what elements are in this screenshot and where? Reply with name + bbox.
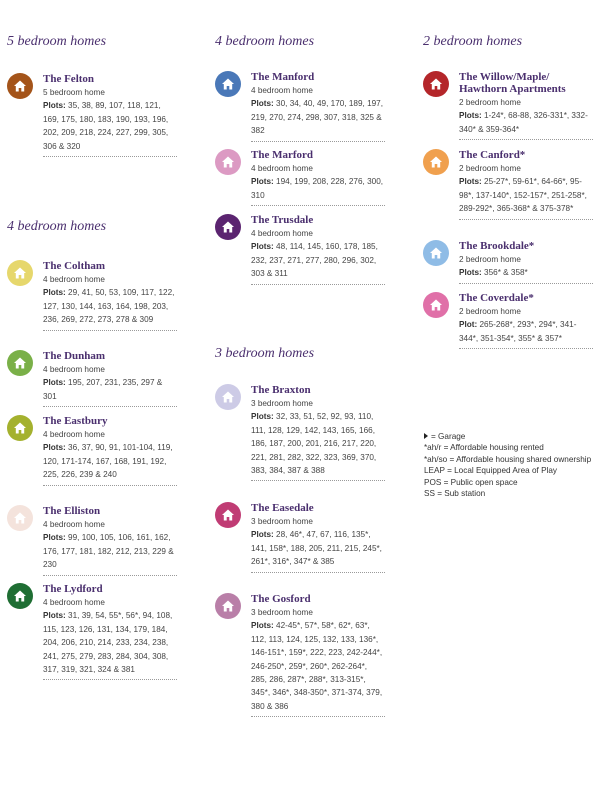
heading-4-bedroom: 4 bedroom homes [215,34,315,49]
home-desc: 4 bedroom home [43,598,105,607]
house-glyph [13,421,27,435]
home-name: The Braxton [251,384,311,396]
home-name: The Canford* [459,149,526,161]
house-icon [423,71,449,97]
home-name: The Coltham [43,260,106,272]
divider [459,283,593,284]
home-desc: 2 bedroom home [459,164,521,173]
divider [459,139,593,140]
home-desc: 3 bedroom home [251,608,313,617]
heading-3-bedroom: 3 bedroom homes [215,346,315,361]
house-icon [215,214,241,240]
divider [459,219,593,220]
home-desc: 2 bedroom home [459,307,521,316]
house-glyph [429,298,443,312]
plots-label: Plots: [459,268,482,278]
house-glyph [13,511,27,525]
house-glyph [221,155,235,169]
legend-leap: LEAP = Local Equipped Area of Play [424,466,557,476]
plots-label: Plots: [251,242,274,252]
home-plots: Plots: 195, 207, 231, 235, 297 & 301 [43,378,163,401]
house-glyph [221,220,235,234]
divider [459,348,593,349]
house-icon [423,292,449,318]
home-desc: 4 bedroom home [43,430,105,439]
home-name: The Felton [43,73,95,85]
house-glyph [13,266,27,280]
home-plots: Plots: 32, 33, 51, 52, 92, 93, 110, 111, 128, 129, 142, 143, 165, 166, 186, 187, 200, 201, 216, 217, 220, 221, 281, 282, 322, 323, 369, 370, 383, 384, 387 & 388 [251,412,377,476]
home-plots: Plots: 36, 37, 90, 91, 101-104, 119, 120, 171-174, 167, 168, 191, 192, 225, 226, 239 & 240 [43,443,173,480]
house-icon [423,240,449,266]
home-desc: 2 bedroom home [459,255,521,264]
home-plots: Plots: 194, 199, 208, 228, 276, 300, 310 [251,177,384,200]
home-plots: Plots: 30, 34, 40, 49, 170, 189, 197, 219, 270, 274, 298, 307, 318, 325 & 382 [251,99,384,136]
legend-ss: SS = Sub station [424,489,486,499]
home-plots: Plots: 25-27*, 59-61*, 64-66*, 95-98*, 137-140*, 152-157*, 251-258*, 289-292*, 365-368* & 375-378* [459,177,587,214]
home-plots: Plots: 29, 41, 50, 53, 109, 117, 122, 127, 130, 144, 163, 164, 198, 203, 236, 269, 272, 273, 278 & 309 [43,288,175,325]
heading-2-bedroom: 2 bedroom homes [423,34,523,49]
house-glyph [221,599,235,613]
plots-label: Plots: [43,288,66,298]
home-desc: 3 bedroom home [251,399,313,408]
divider [251,716,385,717]
home-name: The Easedale [251,502,314,514]
house-icon [215,71,241,97]
home-desc: 4 bedroom home [251,86,313,95]
plots-label: Plots: [43,533,66,543]
house-glyph [429,246,443,260]
home-name: The Trusdale [251,214,314,226]
home-name: The Elliston [43,505,101,517]
divider [43,406,177,407]
house-icon [7,260,33,286]
house-icon [215,384,241,410]
plots-label: Plots: [251,621,274,631]
home-desc: 4 bedroom home [43,275,105,284]
legend [424,431,600,499]
divider [251,480,385,481]
plots-label: Plots: [43,101,66,111]
plots-label: Plots: [43,611,66,621]
plots-label: Plots: [251,99,274,109]
home-desc: 3 bedroom home [251,517,313,526]
house-glyph [221,508,235,522]
home-name: The Eastbury [43,415,108,427]
plots-label: Plots: [251,530,274,540]
plots-label: Plots: [43,443,66,453]
legend-ah-r: *ah/r = Affordable housing rented [424,443,544,453]
house-glyph [13,589,27,603]
home-plots: Plots: 99, 100, 105, 106, 161, 162, 176, 177, 181, 182, 212, 213, 229 & 230 [43,533,174,570]
home-plots: Plots: 28, 46*, 47, 67, 116, 135*, 141, 158*, 188, 205, 211, 215, 245*, 261*, 316*, 347* & 385 [251,530,382,567]
house-glyph [429,77,443,91]
home-desc: 4 bedroom home [43,520,105,529]
house-glyph [221,390,235,404]
plots-label: Plots: [251,177,274,187]
legend-ah-so: *ah/so = Affordable housing shared ownership [424,454,592,464]
home-name: The Manford [251,71,315,83]
house-glyph [221,77,235,91]
divider [251,572,385,573]
divider [43,679,177,680]
plots-label: Plots: [43,378,66,388]
divider [43,575,177,576]
home-desc: 4 bedroom home [251,164,313,173]
plots-label: Plots: [459,111,482,121]
house-icon [7,415,33,441]
house-icon [215,502,241,528]
divider [43,156,177,157]
home-plots: Plot: 265-268*, 293*, 294*, 341-344*, 351-354*, 355* & 357* [459,320,577,343]
home-desc: 5 bedroom home [43,88,105,97]
house-icon [215,149,241,175]
home-name: The Willow/Maple/ Hawthorn Apartments [459,71,566,95]
home-desc: 4 bedroom home [43,365,105,374]
house-glyph [13,79,27,93]
home-name: The Lydford [43,583,103,595]
plot-label: Plot: [459,320,478,330]
house-glyph [429,155,443,169]
divider [251,284,385,285]
house-glyph [13,356,27,370]
home-plots: Plots: 356* & 358* [459,268,528,278]
house-icon [423,149,449,175]
home-plots: Plots: 42-45*, 57*, 58*, 62*, 63*, 112, 113, 124, 125, 132, 133, 136*, 146-151*, 159*, 222, 223, 242-244*, 246-250*, 259*, 260*, 262-264*, 285, 286, 287*, 288*, 313-315*, 345*, 346*, 348-350*, 371-374, 379, 380 & 386 [251,621,383,711]
legend-pos: POS = Public open space [424,477,518,487]
divider [251,141,385,142]
plots-label: Plots: [251,412,274,422]
house-icon [7,505,33,531]
home-desc: 4 bedroom home [251,229,313,238]
house-icon [7,583,33,609]
home-plots: Plots: 1-24*, 68-88, 326-331*, 332-340* & 359-364* [459,111,588,134]
garage-triangle-icon [424,433,428,439]
home-plots: Plots: 48, 114, 145, 160, 178, 185, 232, 237, 271, 277, 280, 296, 302, 303 & 311 [251,242,378,279]
house-icon [7,350,33,376]
plots-label: Plots: [459,177,482,187]
heading-4-bedroom: 4 bedroom homes [7,219,107,234]
home-name: The Gosford [251,593,311,605]
home-name: The Coverdale* [459,292,534,304]
house-icon [7,73,33,99]
home-plots: Plots: 35, 38, 89, 107, 118, 121, 169, 175, 180, 183, 190, 193, 196, 202, 209, 218, 224, 227, 299, 305, 306 & 320 [43,101,169,151]
divider [43,330,177,331]
legend-garage: = Garage [424,431,600,442]
home-desc: 2 bedroom home [459,98,521,107]
house-icon [215,593,241,619]
home-name: The Brookdale* [459,240,535,252]
home-plots: Plots: 31, 39, 54, 55*, 56*, 94, 108, 115, 123, 126, 131, 134, 179, 184, 204, 206, 210, 214, 233, 234, 238, 241, 275, 279, 283, 284, 304, 308, 317, 319, 321, 324 & 381 [43,611,173,675]
home-name: The Dunham [43,350,106,362]
heading-5-bedroom: 5 bedroom homes [7,34,107,49]
divider [43,485,177,486]
divider [251,205,385,206]
home-name: The Marford [251,149,314,161]
